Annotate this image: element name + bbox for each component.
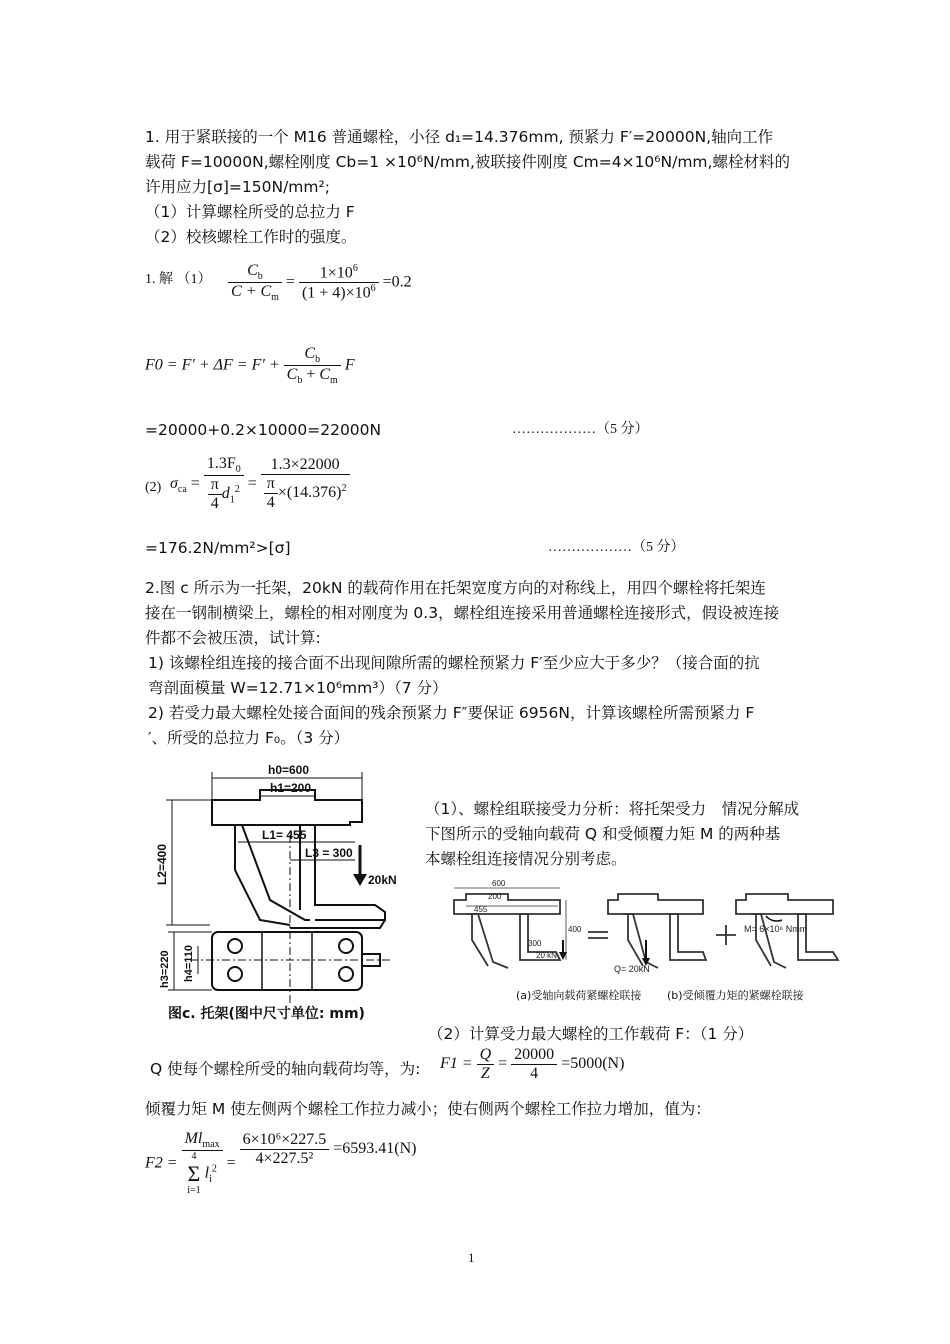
q2-sub1b: 弯剖面模量 W=12.71×10⁶mm³）（7 分）	[148, 679, 448, 697]
q2-line2: 接在一钢制横梁上，螺栓的相对刚度为 0.3，螺栓组连接采用普通螺栓连接形式，假设被连接	[145, 604, 780, 622]
q1-sub1: （1）计算螺栓所受的总拉力 F	[145, 203, 355, 221]
q1-line3: 许用应力[σ]=150N/mm²;	[145, 178, 330, 196]
sigma-den-pi: π	[208, 476, 222, 495]
score2: ………………（5 分）	[548, 540, 685, 555]
f2-sum-top: 4	[191, 1151, 197, 1163]
f2-lhs: F2 =	[145, 1154, 178, 1172]
dec-600: 600	[492, 880, 506, 888]
bracket-figure	[150, 760, 410, 1030]
label-L1: L1= 455	[262, 828, 307, 842]
dec-300: 300	[528, 939, 542, 948]
q1-line1: 1. 用于紧联接的一个 M16 普通螺栓，小径 d₁=14.376mm, 预紧力 F′=20000N,轴向工作	[145, 128, 774, 146]
dec-M: M= 6×10⁶ Nmm	[744, 924, 808, 934]
analysis-p4: 倾覆力矩 M 使左侧两个螺栓工作拉力减小；使右侧两个螺栓工作拉力增加，值为：	[145, 1100, 711, 1118]
sigma-formula: $\sigma_{ca}$ = $1.3F_0$ $\frac{\pi}{4}$ $d_1^2$ = 1.3×22000 $\frac{\pi}{4}$ $\times(14.376)^2$	[170, 455, 350, 513]
sigma-rhs-num: 1.3×22000	[261, 456, 350, 475]
sigma-rhs-den: ×(14.376)	[277, 484, 342, 502]
result2: =176.2N/mm²>[σ]	[145, 539, 291, 557]
f1-num: Q	[477, 1046, 495, 1065]
f0-tail: F	[344, 356, 355, 374]
label-L2: L2=400	[155, 843, 169, 885]
sol1-label: 1. 解 （1）	[145, 272, 212, 287]
label-h3: h3=220	[159, 950, 171, 988]
q2-sub2b: ′、所受的总拉力 F₀。（3 分）	[148, 729, 350, 747]
f2-formula: F2 = $Ml_{max}$ 4 Σ i=1 $l_i^2$ = $\frac{\text{6×10⁶×227.5}}{\text{4×227.5²}}$ =6593.41(N)	[145, 1130, 417, 1197]
ratio-formula: $\frac{C_b}{C + C_m}$ = $\frac{1\times 10^6}{(1 + 4)\times 10^6}$ =0.2	[228, 262, 412, 303]
f2-rhs-num: 6×10⁶×227.5	[240, 1131, 330, 1150]
analysis-p2: （2）计算受力最大螺栓的工作载荷 F：（1 分）	[428, 1025, 754, 1043]
dec-400: 400	[568, 925, 582, 934]
f1-den2: 4	[530, 1065, 539, 1082]
analysis-p1c: 本螺栓组连接情况分别考虑。	[425, 850, 627, 868]
q1-line2: 载荷 F=10000N,螺栓刚度 Cb=1 ×10⁶N/mm,被联接件刚度 Cm=4×10⁶N/mm,螺栓材料的	[145, 153, 790, 171]
f0-eq: F0 = F′ + ΔF = F′ +	[145, 356, 280, 374]
f0-formula: F0 = F′ + ΔF = F′ + $\frac{C_b}{C_b + C_m}$ F	[145, 345, 355, 387]
label-load: 20kN	[368, 873, 397, 887]
dec-Q: Q= 20kN	[614, 964, 650, 974]
q2-line1: 2.图 c 所示为一托架，20kN 的载荷作用在托架宽度方向的对称线上，用四个螺栓将托架连	[145, 579, 766, 597]
ratio-den: C + C	[231, 283, 272, 301]
f2-num: Ml	[184, 1130, 203, 1147]
q2-sub1a: 1) 该螺栓组连接的接合面不出现间隙所需的螺栓预紧力 F′至少应大于多少？（接合面的抗	[148, 654, 760, 672]
ratio-rhs-num: 1×10	[319, 264, 353, 282]
dec-caption-a: (a)受轴向载荷紧螺栓联接	[516, 989, 642, 1002]
q2-sub2a: 2) 若受力最大螺栓处接合面间的残余预紧力 F″要保证 6956N，计算该螺栓所需预紧力 F	[148, 704, 755, 722]
page-number: 1	[468, 1250, 475, 1265]
decomposition-figure	[448, 880, 850, 990]
f1-num2: 20000	[511, 1046, 557, 1065]
label-h4: h4=110	[183, 944, 195, 982]
sol1-label2: (2)	[145, 480, 162, 495]
sigma-den-4: 4	[210, 495, 219, 513]
f2-den-l: l	[204, 1164, 210, 1182]
analysis-p1a: （1）、螺栓组联接受力分析：将托架受力 情况分解成	[425, 800, 800, 818]
dec-caption-b: (b)受倾覆力矩的紧螺栓联接	[667, 989, 804, 1002]
label-h1: h1=200	[270, 781, 312, 795]
ratio-num: C	[247, 262, 258, 279]
f2-res: =6593.41(N)	[333, 1140, 417, 1158]
label-h0: h0=600	[268, 763, 310, 777]
dec-20kN: 20 kN	[536, 951, 557, 960]
q2-line3: 件都不会被压溃，试计算:	[145, 629, 321, 647]
sigma-num: 1.3F	[206, 455, 236, 472]
analysis-p1b: 下图所示的受轴向载荷 Q 和受倾覆力矩 M 的两种基	[425, 825, 781, 843]
result1: =20000+0.2×10000=22000N	[145, 421, 382, 439]
f1-den: Z	[480, 1065, 490, 1082]
ratio-rhs-den: (1 + 4)×10	[301, 284, 371, 302]
analysis-p3: Q 使每个螺栓所受的轴向载荷均等，为:	[150, 1060, 421, 1078]
dec-455: 455	[474, 905, 488, 914]
f2-rhs-den: 4×227.5²	[255, 1150, 314, 1168]
label-L3: L3 = 300	[305, 846, 353, 860]
f1-formula: F1 = $\frac{Q}{Z}$ = $\frac{20000}{4}$ =5000(N)	[440, 1046, 625, 1082]
dec-200: 200	[488, 892, 502, 901]
q1-sub2: （2）校核螺栓工作时的强度。	[145, 228, 357, 246]
f2-sum-bot: i=1	[187, 1185, 201, 1197]
f1-res: =5000(N)	[561, 1055, 625, 1073]
ratio-result: =0.2	[382, 273, 412, 291]
f2-num-sub: max	[202, 1139, 220, 1151]
figure-c-caption: 图c. 托架(图中尺寸单位: mm)	[168, 1006, 365, 1022]
score1: ………………（5 分）	[512, 422, 649, 437]
f1-lhs: F1 =	[440, 1055, 473, 1073]
f2-sum: Σ	[187, 1161, 201, 1187]
